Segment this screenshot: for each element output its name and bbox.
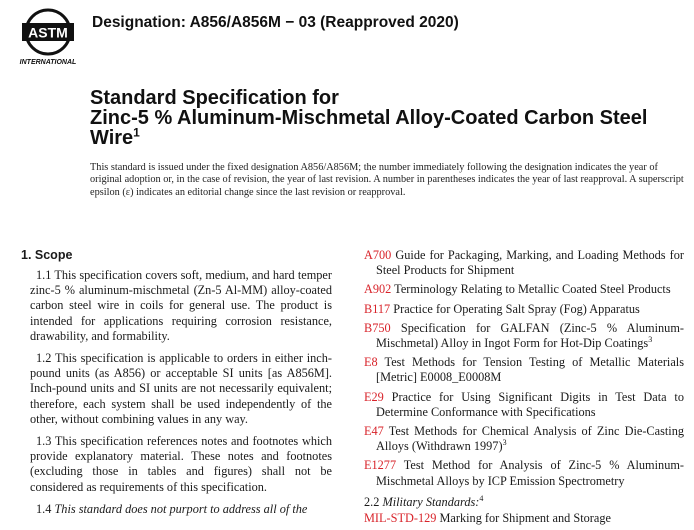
military-reference-item (364, 511, 684, 526)
title-line-3-text: Wire (90, 127, 134, 149)
section-heading-scope: 1. Scope (21, 248, 73, 262)
document-title (90, 88, 680, 148)
military-reference-link[interactable]: MIL-STD-129 (364, 511, 437, 526)
reference-item (364, 302, 684, 317)
designation: Designation: A856/A856M − 03 (Reapproved 2020) (92, 14, 459, 31)
reference-footnote-mark: 3 (648, 334, 653, 344)
astm-logo-graphic (8, 6, 88, 66)
reference-title: Test Methods for Tension Testing of Metallic Materials [Metric] E0008_E0008M (376, 355, 684, 385)
logo-caption: INTERNATIONAL (19, 59, 77, 66)
reference-footnote-mark: 3 (502, 438, 507, 448)
reference-link[interactable]: B750 (364, 320, 391, 335)
reference-link[interactable]: E1277 (364, 458, 397, 473)
reference-link[interactable]: E47 (364, 424, 384, 439)
paragraph-1-4-number: 1.4 (36, 501, 55, 516)
paragraph-1-4-text: This standard does not purport to address all of the (54, 501, 308, 516)
issuance-notice: This standard is issued under the fixed designation A856/A856M; the number immediately following the designation indicates the year of original adoption or, in the case of revision, the year of last revision. A number in parentheses indicates the year of last reapproval. A superscript epsilon (ε) indicates an editorial change since the last revision or reapproval. (90, 162, 684, 198)
paragraph-1-4 (30, 502, 332, 517)
reference-title: Specification for GALFAN (Zinc-5 % Aluminum-Mischmetal) Alloy in Ingot Form for Hot-Dip Coatings (376, 320, 684, 351)
subsection-label: Military Standards: (382, 494, 480, 509)
left-column (21, 248, 332, 524)
logo-letters: ASTM (28, 24, 68, 41)
paragraph-1-3: 1.3 This specification references notes and footnotes which provide explanatory material. These notes and footnotes (excluding those in tables and figures) shall not be considered as requirements of this specification. (30, 434, 332, 494)
reference-item (364, 390, 684, 420)
reference-title: Test Method for Analysis of Zinc-5 % Aluminum-Mischmetal Alloys by ICP Emission Spectrometry (376, 458, 684, 488)
reference-link[interactable]: E29 (364, 389, 384, 404)
title-line-1: Standard Specification for (90, 87, 339, 109)
reference-title: Test Methods for Chemical Analysis of Zinc Die-Casting Alloys (Withdrawn 1997) (376, 424, 684, 454)
military-reference-title: Marking for Shipment and Storage (436, 511, 611, 526)
paragraph-1-1: 1.1 This specification covers soft, medium, and hard temper zinc-5 % aluminum-mischmetal (Zn-5 Al-MM) alloy-coated carbon steel wire in coils for general use. The product is intended for applications requiring corrosion resistance, drawability, and formability. (30, 268, 332, 343)
subsection-2-2 (364, 495, 684, 510)
reference-item (364, 355, 684, 385)
reference-link[interactable]: A902 (364, 282, 392, 297)
title-footnote-mark: 1 (133, 125, 140, 140)
reference-item (364, 424, 684, 454)
title-line-3 (90, 125, 680, 149)
reference-link[interactable]: E8 (364, 355, 378, 370)
paragraph-1-2: 1.2 This specification is applicable to orders in either inch-pound units (as A856) or acceptable SI units [as A856M]. Inch-pound units and SI units are not necessarily equivalent; therefore, each system shall be used independently of the other, without combining values in any way. (30, 351, 332, 426)
reference-link[interactable]: B117 (364, 301, 391, 316)
reference-item (364, 458, 684, 488)
reference-title: Terminology Relating to Metallic Coated Steel Products (391, 282, 671, 297)
subsection-footnote-mark: 4 (479, 493, 484, 503)
reference-title: Guide for Packaging, Marking, and Loading Methods for Steel Products for Shipment (376, 248, 684, 278)
astm-logo (8, 6, 88, 66)
reference-link[interactable]: A700 (364, 248, 392, 262)
reference-item (364, 248, 684, 278)
right-column (364, 248, 684, 530)
reference-title: Practice for Using Significant Digits in Test Data to Determine Conformance with Specifications (376, 389, 684, 419)
subsection-number: 2.2 (364, 494, 383, 509)
reference-item (364, 321, 684, 351)
reference-item (364, 282, 684, 297)
reference-title: Practice for Operating Salt Spray (Fog) Apparatus (390, 301, 640, 316)
title-line-2: Zinc-5 % Aluminum-Mischmetal Alloy-Coated Carbon Steel (90, 107, 648, 129)
